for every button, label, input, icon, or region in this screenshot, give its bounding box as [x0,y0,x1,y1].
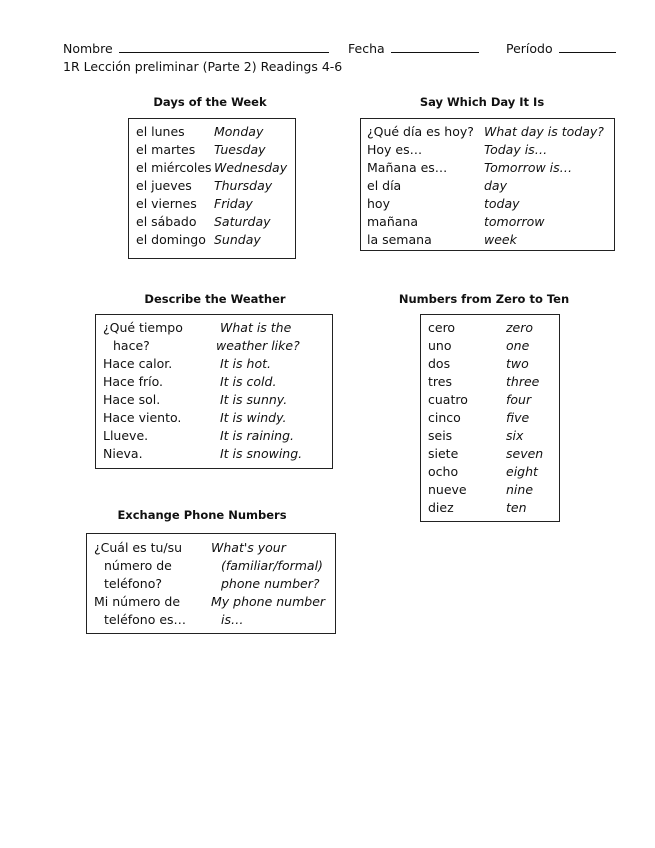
numbers-title: Numbers from Zero to Ten [398,292,570,306]
numbers-spanish-term: dos [428,356,451,371]
date-line [348,40,479,56]
say-day-english-term: week [484,232,517,247]
say-day-title: Say Which Day It Is [419,95,545,109]
weather-spanish-term: Hace calor. [103,356,173,371]
numbers-english-term: eight [506,464,538,479]
days-title: Days of the Week [153,95,267,109]
weather-english-term: It is sunny. [220,392,288,407]
phone-english-term: phone number? [221,576,320,591]
weather-spanish-term: hace? [113,338,150,353]
periodo-label: Período [506,41,553,56]
days-spanish-term: el miércoles [136,160,212,175]
weather-english-term: It is raining. [220,428,295,443]
days-spanish-term: el domingo [136,232,206,247]
weather-english-term: It is hot. [220,356,271,371]
phone-spanish-term: teléfono? [104,576,163,591]
phone-english-term: (familiar/formal) [221,558,323,573]
say-day-english-term: What day is today? [484,124,604,139]
days-english-term: Friday [214,196,253,211]
periodo-blank[interactable] [559,40,616,53]
say-day-english-term: tomorrow [484,214,545,229]
say-day-spanish-term: hoy [367,196,390,211]
days-spanish-term: el viernes [136,196,197,211]
weather-spanish-term: Hace frío. [103,374,164,389]
numbers-spanish-term: siete [428,446,459,461]
days-english-term: Sunday [214,232,261,247]
numbers-english-term: four [506,392,532,407]
numbers-spanish-term: cero [428,320,456,335]
numbers-english-term: seven [506,446,544,461]
numbers-spanish-term: tres [428,374,452,389]
days-english-term: Wednesday [214,160,288,175]
numbers-spanish-term: seis [428,428,453,443]
phone-spanish-term: ¿Cuál es tu/su [94,540,183,555]
weather-english-term: What is the [220,320,292,335]
say-day-spanish-term: mañana [367,214,419,229]
phone-spanish-term: número de [104,558,172,573]
weather-english-term: It is cold. [220,374,277,389]
say-day-english-term: today [484,196,520,211]
weather-english-term: It is windy. [220,410,287,425]
days-spanish-term: el martes [136,142,196,157]
numbers-spanish-term: ocho [428,464,459,479]
days-english-term: Monday [214,124,264,139]
say-day-english-term: Today is… [484,142,548,157]
numbers-english-term: zero [506,320,534,335]
numbers-english-term: ten [506,500,527,515]
say-day-spanish-term: la semana [367,232,432,247]
say-day-spanish-term: Mañana es… [367,160,448,175]
weather-english-term: It is snowing. [220,446,303,461]
days-english-term: Tuesday [214,142,266,157]
fecha-blank[interactable] [391,40,479,53]
weather-title: Describe the Weather [144,292,286,306]
weather-spanish-term: Llueve. [103,428,149,443]
numbers-english-term: one [506,338,530,353]
nombre-label: Nombre [63,41,113,56]
phone-spanish-term: teléfono es… [104,612,187,627]
weather-spanish-term: Hace sol. [103,392,161,407]
numbers-english-term: six [506,428,524,443]
say-day-spanish-term: el día [367,178,402,193]
say-day-english-term: day [484,178,507,193]
numbers-spanish-term: cinco [428,410,461,425]
say-day-spanish-term: ¿Qué día es hoy? [367,124,474,139]
weather-spanish-term: Nieva. [103,446,143,461]
days-spanish-term: el sábado [136,214,197,229]
say-day-spanish-term: Hoy es… [367,142,423,157]
numbers-english-term: five [506,410,530,425]
weather-spanish-term: ¿Qué tiempo [103,320,183,335]
phone-english-term: What's your [211,540,286,555]
phone-title: Exchange Phone Numbers [117,508,287,522]
days-spanish-term: el jueves [136,178,192,193]
page-subtitle: 1R Lección preliminar (Parte 2) Readings 4-6 [63,59,343,74]
weather-spanish-term: Hace viento. [103,410,182,425]
say-day-english-term: Tomorrow is… [484,160,573,175]
numbers-english-term: two [506,356,529,371]
nombre-blank[interactable] [119,40,329,53]
numbers-spanish-term: cuatro [428,392,468,407]
days-english-term: Saturday [214,214,271,229]
numbers-english-term: nine [506,482,534,497]
name-line [63,40,329,56]
weather-english-term: weather like? [216,338,300,353]
phone-english-term: My phone number [211,594,326,609]
numbers-spanish-term: diez [428,500,454,515]
days-spanish-term: el lunes [136,124,185,139]
fecha-label: Fecha [348,41,385,56]
numbers-english-term: three [506,374,540,389]
phone-english-term: is… [221,612,244,627]
phone-spanish-term: Mi número de [94,594,181,609]
period-line [506,40,616,56]
numbers-spanish-term: uno [428,338,452,353]
numbers-spanish-term: nueve [428,482,467,497]
days-english-term: Thursday [214,178,273,193]
